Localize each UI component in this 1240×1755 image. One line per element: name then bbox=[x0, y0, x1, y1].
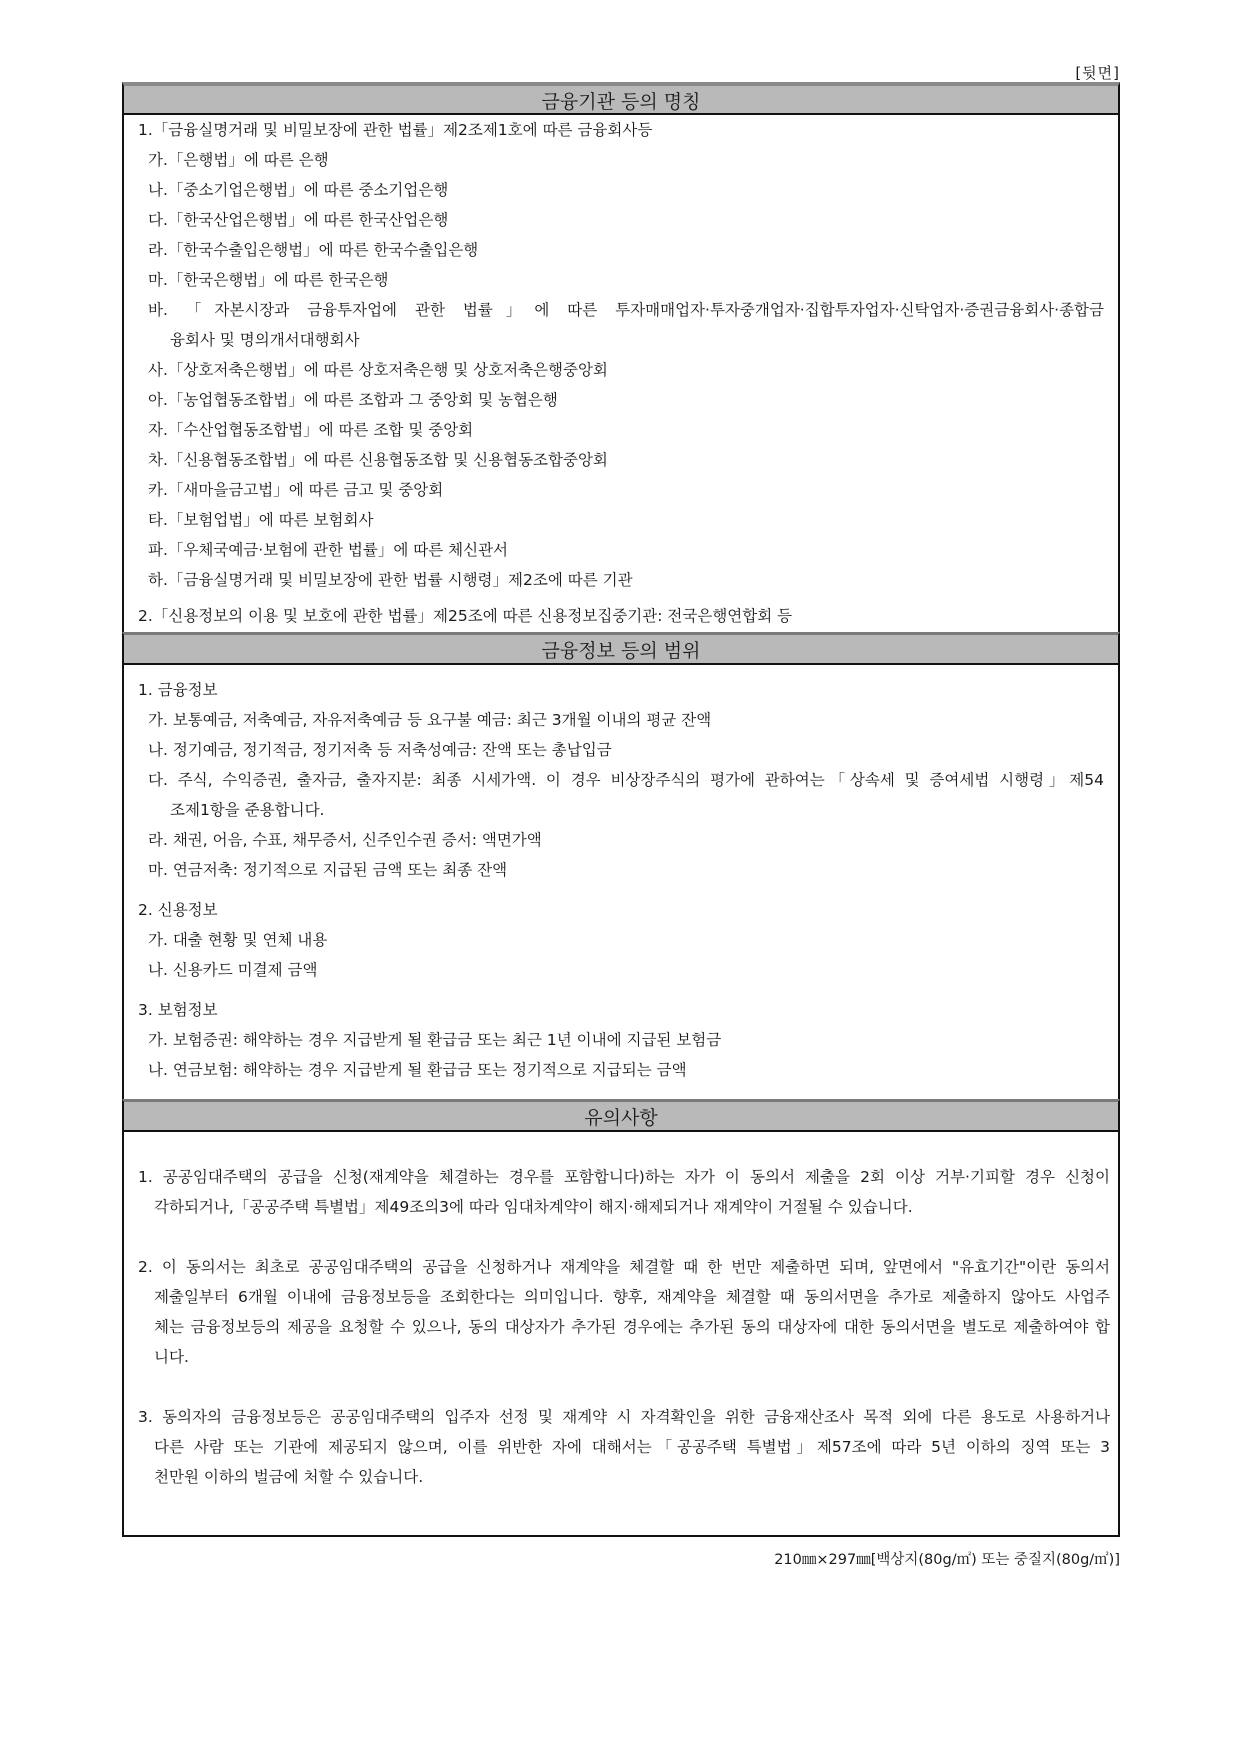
scope-financial-item: 다. 주식, 수익증권, 출자금, 출자지분: 최종 시세가액. 이 경우 비상장주식의 평가에 관하여는「상속세 및 증여세법 시행령」제54 bbox=[148, 771, 1104, 789]
institutions-sub-item: 타.「보험업법」에 따른 보험회사 bbox=[148, 511, 374, 529]
institutions-sub-item: 하.「금융실명거래 및 비밀보장에 관한 법률 시행령」제2조에 따른 기관 bbox=[148, 571, 633, 589]
institutions-item-2: 2.「신용정보의 이용 및 보호에 관한 법률」제25조에 따른 신용정보집중기관: 전국은행연합회 등 bbox=[138, 607, 793, 625]
scope-financial-item: 마. 연금저축: 정기적으로 지급된 금액 또는 최종 잔액 bbox=[148, 861, 508, 879]
section-body-scope bbox=[122, 663, 1120, 1099]
note-2-line: 체는 금융정보등의 제공을 요청할 수 있으나, 동의 대상자가 추가된 경우에는 추가된 동의 대상자에 대한 동의서면을 별도로 제출하여야 합 bbox=[154, 1318, 1110, 1336]
scope-heading-credit: 2. 신용정보 bbox=[138, 901, 218, 919]
scope-insurance-item: 나. 연금보험: 해약하는 경우 지급받게 될 환급금 또는 정기적으로 지급되는 금액 bbox=[148, 1061, 687, 1079]
page-side-label: [뒷면] bbox=[1075, 64, 1120, 82]
section-title-institutions: 금융기관 등의 명칭 bbox=[122, 82, 1120, 113]
note-3-line: 3. 동의자의 금융정보등은 공공임대주택의 입주자 선정 및 재계약 시 자격확인을 위한 금융재산조사 목적 외에 다른 용도로 사용하거나 bbox=[138, 1408, 1110, 1426]
institutions-sub-item: 차.「신용협동조합법」에 따른 신용협동조합 및 신용협동조합중앙회 bbox=[148, 451, 608, 469]
paper-spec-footer: 210㎜×297㎜[백상지(80g/㎡) 또는 중질지(80g/㎡)] bbox=[774, 1552, 1120, 1568]
note-1-line: 1. 공공임대주택의 공급을 신청(재계약을 체결하는 경우를 포함합니다)하는 자가 이 동의서 제출을 2회 이상 거부·기피할 경우 신청이 bbox=[138, 1168, 1110, 1186]
institutions-sub-item: 바. 「자본시장과 금융투자업에 관한 법률」에 따른 투자매매업자·투자중개업자·집합투자업자·신탁업자·증권금융회사·종합금 bbox=[148, 301, 1104, 319]
institutions-sub-item: 카.「새마을금고법」에 따른 금고 및 중앙회 bbox=[148, 481, 444, 499]
scope-financial-item-continued: 조제1항을 준용합니다. bbox=[170, 801, 325, 819]
scope-heading-insurance: 3. 보험정보 bbox=[138, 1001, 218, 1019]
scope-insurance-item: 가. 보험증권: 해약하는 경우 지급받게 될 환급금 또는 최근 1년 이내에 지급된 보험금 bbox=[148, 1031, 722, 1049]
note-1-line: 각하되거나,「공공주택 특별법」제49조의3에 따라 임대차계약이 해지·해제되거나 재계약이 거절될 수 있습니다. bbox=[154, 1198, 913, 1216]
institutions-item-1: 1.「금융실명거래 및 비밀보장에 관한 법률」제2조제1호에 따른 금융회사등 bbox=[138, 121, 653, 139]
consent-form-back bbox=[122, 82, 1120, 1537]
scope-financial-item: 나. 정기예금, 정기적금, 정기저축 등 저축성예금: 잔액 또는 총납입금 bbox=[148, 741, 612, 759]
institutions-sub-item-continued: 융회사 및 명의개서대행회사 bbox=[170, 331, 360, 349]
section-body-institutions bbox=[122, 113, 1120, 632]
institutions-sub-item: 파.「우체국예금·보험에 관한 법률」에 따른 체신관서 bbox=[148, 541, 509, 559]
institutions-sub-item: 자.「수산업협동조합법」에 따른 조합 및 중앙회 bbox=[148, 421, 474, 439]
note-3-line: 천만원 이하의 벌금에 처할 수 있습니다. bbox=[154, 1468, 424, 1486]
scope-financial-item: 라. 채권, 어음, 수표, 채무증서, 신주인수권 증서: 액면가액 bbox=[148, 831, 542, 849]
section-title-scope: 금융정보 등의 범위 bbox=[122, 632, 1120, 663]
institutions-sub-item: 사.「상호저축은행법」에 따른 상호저축은행 및 상호저축은행중앙회 bbox=[148, 361, 608, 379]
institutions-sub-item: 라.「한국수출입은행법」에 따른 한국수출입은행 bbox=[148, 241, 479, 259]
scope-credit-item: 가. 대출 현황 및 연체 내용 bbox=[148, 931, 328, 949]
institutions-sub-item: 다.「한국산업은행법」에 따른 한국산업은행 bbox=[148, 211, 449, 229]
institutions-sub-item: 가.「은행법」에 따른 은행 bbox=[148, 151, 329, 169]
scope-heading-financial: 1. 금융정보 bbox=[138, 681, 218, 699]
note-2-line: 2. 이 동의서는 최초로 공공임대주택의 공급을 신청하거나 재계약을 체결할 때 한 번만 제출하면 되며, 앞면에서 "유효기간"이란 동의서 bbox=[138, 1258, 1110, 1276]
scope-credit-item: 나. 신용카드 미결제 금액 bbox=[148, 961, 318, 979]
note-2-line: 니다. bbox=[154, 1348, 189, 1366]
section-body-notes bbox=[122, 1130, 1120, 1535]
scope-financial-item: 가. 보통예금, 저축예금, 자유저축예금 등 요구불 예금: 최근 3개월 이내의 평균 잔액 bbox=[148, 711, 712, 729]
note-3-line: 다른 사람 또는 기관에 제공되지 않으며, 이를 위반한 자에 대해서는「공공주택 특별법」제57조에 따라 5년 이하의 징역 또는 3 bbox=[154, 1438, 1110, 1456]
note-2-line: 제출일부터 6개월 이내에 금융정보등을 조회한다는 의미입니다. 향후, 재계약을 체결할 때 동의서면을 추가로 제출하지 않아도 사업주 bbox=[154, 1288, 1110, 1306]
section-title-notes: 유의사항 bbox=[122, 1099, 1120, 1130]
form-bottom-rule bbox=[122, 1535, 1120, 1537]
institutions-sub-item: 마.「한국은행법」에 따른 한국은행 bbox=[148, 271, 389, 289]
institutions-sub-item: 아.「농업협동조합법」에 따른 조합과 그 중앙회 및 농협은행 bbox=[148, 391, 558, 409]
institutions-sub-item: 나.「중소기업은행법」에 따른 중소기업은행 bbox=[148, 181, 449, 199]
